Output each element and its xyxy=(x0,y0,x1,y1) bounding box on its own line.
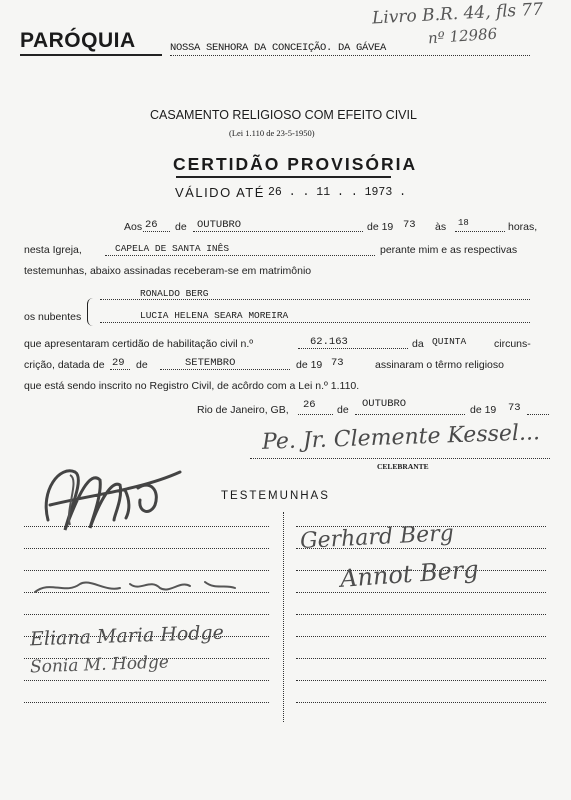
witness-divider xyxy=(283,512,284,722)
document-title: CERTIDÃO PROVISÓRIA xyxy=(173,154,418,174)
parish-dotted-line xyxy=(170,55,530,56)
witness-right-line-7 xyxy=(296,658,546,659)
text-registro: que está sendo inscrito no Registro Civil, de acôrdo com a Lei n.º 1.110. xyxy=(24,380,360,392)
valid-label: VÁLIDO ATÉ xyxy=(175,185,265,200)
text-da: da xyxy=(412,338,424,350)
title-underline xyxy=(176,176,391,178)
parish-underline xyxy=(20,54,162,56)
text-aos: Aos xyxy=(124,221,143,233)
text-cricao: crição, datada de xyxy=(24,359,105,371)
value-bride: LUCIA HELENA SEARA MOREIRA xyxy=(140,310,289,321)
value-circ: QUINTA xyxy=(432,336,467,347)
witness-left-line-5 xyxy=(24,614,269,615)
witness-left-line-9 xyxy=(24,702,269,703)
dots-place-day xyxy=(298,414,333,415)
witness-right-line-6 xyxy=(296,636,546,637)
text-assinaram: assinaram o têrmo religioso xyxy=(375,359,504,371)
text-cert-prefix: que apresentaram certidão de habilitação civil n.º xyxy=(24,338,254,350)
witness-right-line-4 xyxy=(296,592,546,593)
value-day: 26 xyxy=(145,219,158,231)
text-horas: horas, xyxy=(508,221,538,233)
dots-groom xyxy=(100,299,530,300)
text-perante: perante mim e as respectivas xyxy=(380,244,518,256)
value-place-month: OUTUBRO xyxy=(362,398,407,410)
text-testemunhas: testemunhas, abaixo assinadas receberam-se em matrimônio xyxy=(24,265,312,277)
text-de: de xyxy=(175,221,187,233)
text-de-5: de xyxy=(337,404,349,416)
document-subtitle: CASAMENTO RELIGIOSO COM EFEITO CIVIL xyxy=(150,108,417,122)
annotation-book-ref: Livro B.R. 44, fls 77 xyxy=(371,0,544,29)
text-as: às xyxy=(435,221,447,233)
value-year: 73 xyxy=(403,219,416,231)
witnesses-label: TESTEMUNHAS xyxy=(221,490,330,502)
witness-left-line-2 xyxy=(24,548,269,549)
celebrant-label: CELEBRANTE xyxy=(377,462,429,471)
text-circunscricao: circuns- xyxy=(494,338,531,350)
dots-hour xyxy=(455,231,505,232)
text-de-3: de xyxy=(136,359,148,371)
value-place-day: 26 xyxy=(303,399,316,411)
value-month: OUTUBRO xyxy=(197,219,242,231)
text-nubentes: os nubentes xyxy=(24,311,82,323)
text-nesta-igreja: nesta Igreja, xyxy=(24,244,82,256)
dots-celebrant xyxy=(250,458,550,459)
witness-signature-4: Eliana Maria Hodge xyxy=(29,621,225,651)
value-church: CAPELA DE SANTA INÊS xyxy=(115,243,230,254)
law-reference: (Lei 1.110 de 23-5-1950) xyxy=(229,128,315,138)
witness-signature-2: Gerhard Berg xyxy=(299,520,455,555)
witness-signature-1 xyxy=(30,570,250,600)
value-cert-year: 73 xyxy=(331,357,344,369)
witness-right-line-8 xyxy=(296,680,546,681)
witness-signature-5: Sonia M. Hodge xyxy=(29,652,170,678)
value-place-year: 73 xyxy=(508,402,521,414)
dots-cert-day xyxy=(110,369,130,370)
value-cert-day: 29 xyxy=(112,357,125,369)
parish-label: PARÓQUIA xyxy=(20,29,136,52)
celebrant-initial-signature xyxy=(30,450,190,545)
text-place: Rio de Janeiro, GB, xyxy=(197,404,289,416)
dots-bride xyxy=(100,322,530,323)
dots-church xyxy=(105,255,375,256)
value-groom: RONALDO BERG xyxy=(140,288,209,299)
parish-name: NOSSA SENHORA DA CONCEIÇÃO. DA GÁVEA xyxy=(170,42,387,54)
witness-left-line-1 xyxy=(24,526,269,527)
witness-signature-3: Annot Berg xyxy=(339,555,480,593)
dots-place-year xyxy=(527,414,549,415)
dots-cert-month xyxy=(160,369,290,370)
value-cert-number: 62.163 xyxy=(310,336,348,348)
dots-month xyxy=(193,231,363,232)
dots-day xyxy=(143,231,170,232)
text-de-19: de 19 xyxy=(367,221,394,233)
text-de-19-c: de 19 xyxy=(470,404,497,416)
valid-date: 26 . . 11 . . 1973 . xyxy=(268,186,407,199)
nubentes-brace xyxy=(87,298,94,326)
celebrant-signature: Pe. Jr. Clemente Kessel... xyxy=(261,420,541,455)
value-hour: 18 xyxy=(458,218,469,228)
witness-right-line-5 xyxy=(296,614,546,615)
witness-right-line-9 xyxy=(296,702,546,703)
witness-left-line-8 xyxy=(24,680,269,681)
text-de-19-b: de 19 xyxy=(296,359,323,371)
value-cert-month: SETEMBRO xyxy=(185,357,236,369)
annotation-number: nº 12986 xyxy=(427,24,498,48)
dots-cert-number xyxy=(298,348,408,349)
dots-place-month xyxy=(355,414,465,415)
